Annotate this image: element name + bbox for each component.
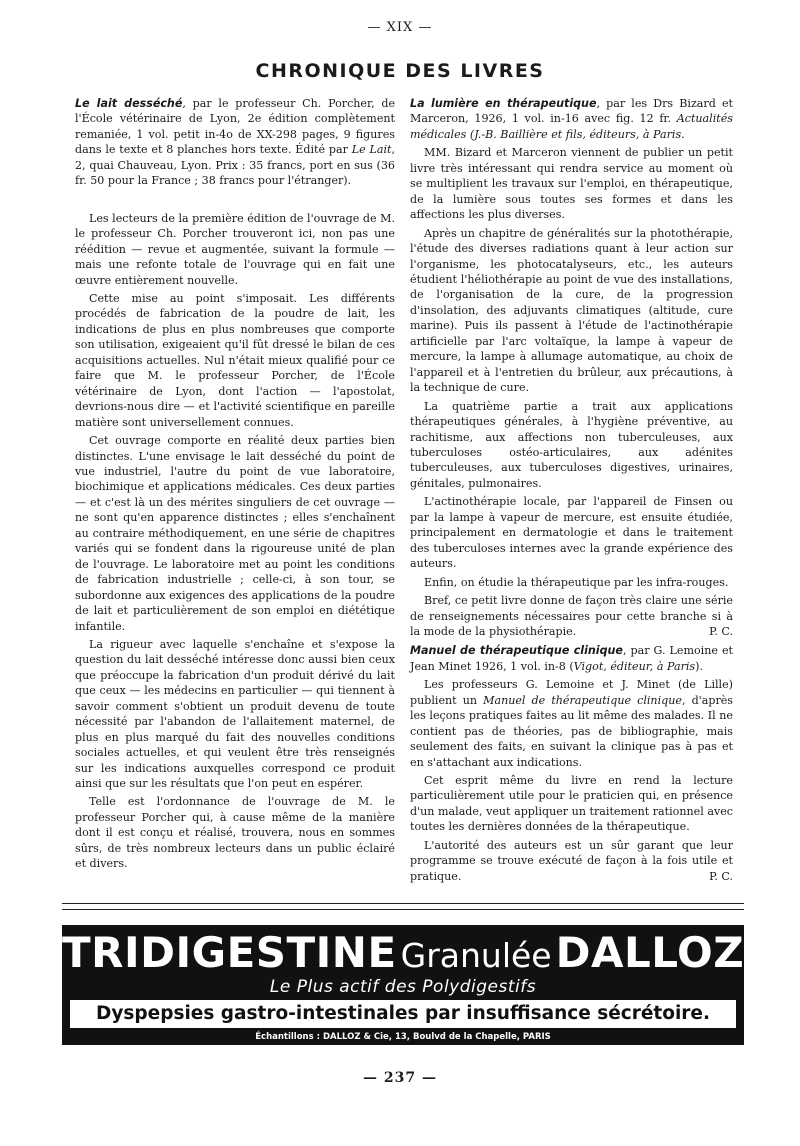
divider-rule [62,909,744,910]
review-manuel-publisher: Vigot, éditeur, à Paris [573,659,696,673]
review-manuel-header-text: , par G. Lemoine et Jean Minet 1926, 1 vol. in-8 ( [410,644,733,673]
ad-brand: TRIDIGESTINE [62,928,397,977]
ad-headline [62,929,744,977]
section-title: CHRONIQUE DES LIVRES [255,60,545,82]
review-lait-paragraph: Telle est l'ordonnance de l'ouvrage de M. le professeur Porcher qui, à cause même de la manière dont il est conçu et réalisé, trouvera, nous en sommes sûrs, de très nombreux lecteurs dans un public éclairé et divers. [75,795,395,871]
page-number-top: — XIX — [367,20,433,35]
review-lumiere-paragraph: La quatrième partie a trait aux applications thérapeutiques générales, à l'hygiène préventive, au rachitisme, aux affections non tuberculeuses, aux tuberculoses ostéo-articulaires, aux adénites tuberculeuses, aux tuberculoses digestives, urinaires, génitales, pulmonaires. [410,399,733,490]
review-lumiere-signature: P. C. [709,624,733,638]
review-lumiere-paragraph: MM. Bizard et Marceron viennent de publier un petit livre très intéressant qui rendra service au moment où se multiplient les travaux sur l'emploi, en thérapeutique, de la lumière sous toutes ses formes et dans les affections les plus diverses. [410,146,733,222]
review-lumiere-paragraph-text: Bref, ce petit livre donne de façon très claire une série de renseignements nécessaires pour cette branche si à la mode de la physiothérapie. [410,594,733,638]
review-manuel-p1-title: Manuel de thérapeutique clinique [483,693,682,707]
review-manuel-p1-start: Les professeurs G. Lemoine et J. Minet (de Lille) publient un [410,678,733,707]
ad-claim: Dyspepsies gastro-intestinales par insuffisance sécrétoire. [70,1000,736,1028]
review-lumiere-header-text: , par les Drs Bizard et Marceron, 1926, 1 vol. in-16 avec fig. 12 fr. [410,97,733,126]
review-lumiere-paragraph: L'actinothérapie locale, par l'appareil de Finsen ou par la lampe à vapeur de mercure, est ensuite étudiée, principalement en dermatologie et dans le traitement des tuberculoses internes avec la grande expérience des auteurs. [410,495,733,571]
review-lumiere-publisher: Actualités médicales (J.-B. Baillière et fils, éditeurs, à Paris. [410,112,733,141]
ad-product: Granulée [400,936,552,975]
review-lait-header-text: , par le professeur Ch. Porcher, de l'École vétérinaire de Lyon, 2e édition complètement remaniée, 1 vol. petit in-4o de XX-298 pages, 9 figures dans le texte et 8 planches hors texte. Édité par [75,97,396,157]
review-lumiere-header [410,96,733,142]
review-manuel-header-end: ). [695,659,703,673]
review-lait-title: Le lait desséché [75,97,183,110]
review-lait-header [75,96,395,189]
review-lait-paragraph: Cet ouvrage comporte en réalité deux parties bien distinctes. L'une envisage le lait desséché du point de vue industriel, l'autre du point de vue laboratoire, biochimique et applications médicales. Ces deux parties — et c'est là un des mérites singuliers de cet ouvrage — ne sont qu'en apparence distinctes ; elles s'enchaînent au contraire méthodiquement, en une série de chapitres variés qui se fondent dans la rigoureuse unité de plan de l'ouvrage. Le laboratoire met au point les conditions de fabrication industrielle ; celle-ci, à son tour, se subordonne aux exigences des applications de la poudre de lait et particulièrement de son emploi en diététique infantile. [75,434,395,633]
review-lumiere-title: La lumière en thérapeutique [410,97,597,110]
review-manuel-last-paragraph [410,838,733,884]
review-manuel-paragraph [410,677,733,770]
review-lumiere-paragraph: Enfin, on étudie la thérapeutique par les infra-rouges. [424,575,729,589]
left-column [75,96,395,875]
advertisement [62,925,744,1045]
review-lait-publisher: Le Lait [351,143,392,157]
right-column [410,96,733,888]
ad-address: Échantillons : DALLOZ & Cie, 13, Boulvd de la Chapelle, PARIS [255,1032,551,1042]
review-manuel-p1-end: , d'après les leçons pratiques faites au lit même des malades. Il ne contient pas de théories, pas de bibliographie, mais seulement des faits, en suivant la clinique pas à pas et en s'attachant aux indications. [410,693,733,769]
page-number-bottom: — 237 — [363,1070,437,1086]
ad-company: DALLOZ [555,928,745,977]
divider-rule [62,903,744,904]
review-manuel-title: Manuel de thérapeutique clinique [410,644,623,658]
review-lait-paragraph: Cette mise au point s'imposait. Les différents procédés de fabrication de la poudre de lait, les indications de plus en plus nombreuses que comporte son utilisation, exigeaient qu'il fût dressé le bilan de ces acquisitions actuelles. Nul n'était mieux qualifié pour ce faire que M. le professeur Porcher, de l'École vétérinaire de Lyon, dont l'action — l'apostolat, devrions-nous dire — et l'activité scientifique en pareille matière sont universellement connues. [75,291,395,429]
review-manuel-paragraph-text: L'autorité des auteurs est un sûr garant que leur programme se trouve exécuté de façon à la fois utile et pratique. [410,838,733,883]
ad-tagline: Le Plus actif des Polydigestifs [269,977,537,997]
review-lait-paragraph: La rigueur avec laquelle s'enchaîne et s'expose la question du lait desséché intéresse donc aussi bien ceux que préoccupe la fabrication d'un produit dérivé du lait que ceux — les médecins en particulier — qui tiennent à savoir comment s'obtient un produit devenu de toute nécessité par l'abandon de l'allaitement maternel, de plus en plus marqué du fait des nouvelles conditions sociales actuelles, et qui veulent être très renseignés sur les indications auxquelles correspond ce produit ainsi que sur les résultats que l'on peut en espérer. [75,637,395,791]
review-manuel-signature: P. C. [709,869,733,883]
review-manuel-paragraph: Cet esprit même du livre en rend la lecture particulièrement utile pour le praticien qui, en présence d'un malade, veut appliquer un traitement rationnel avec toutes les dernières données de la thérapeutique. [410,774,733,834]
review-manuel-header [410,643,733,674]
review-lumiere-paragraph: Après un chapitre de généralités sur la photothérapie, l'étude des diverses radiations quant à leur action sur l'organisme, les photocatalyseurs, etc., les auteurs étudient l'héliothérapie au point de vue des installations, de l'organisation de la cure, de la progression d'insolation, des adjuvants climatiques (altitude, cure marine). Puis ils passent à l'étude de l'actinothérapie artificielle par l'arc voltaïque, la lampe à vapeur de mercure, la lampe à allumage automatique, au choix de l'appareil et à l'entretien du brûleur, aux précautions, à la technique de cure. [410,226,733,395]
review-lumiere-last-paragraph [410,593,733,639]
review-lait-header-end: , 2, quai Chauveau, Lyon. Prix : 35 francs, port en sus (36 fr. 50 pour la France ; 38 francs pour l'étranger). [75,143,396,188]
review-lait-paragraph: Les lecteurs de la première édition de l'ouvrage de M. le professeur Ch. Porcher trouveront ici, non pas une réédition — revue et augmentée, suivant la formule — mais une refonte totale de l'ouvrage qui en fait une œuvre entièrement nouvelle. [75,211,395,287]
